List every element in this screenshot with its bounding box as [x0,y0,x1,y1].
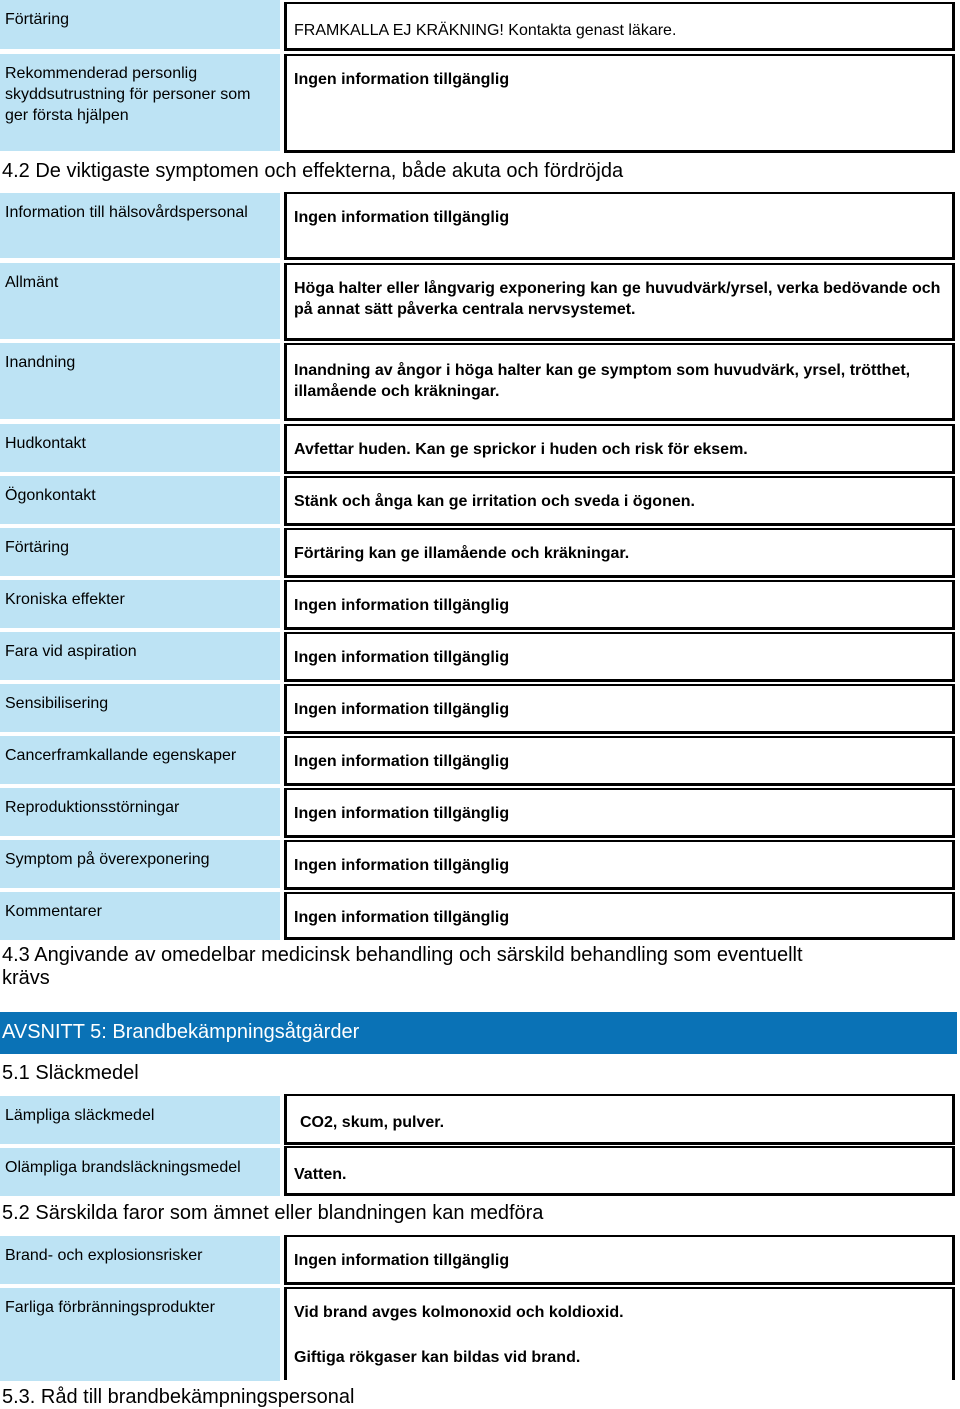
label-inandning: Inandning [0,343,280,419]
label-info-healthcare: Information till hälsovårdspersonal [0,193,280,258]
value-reproduktionsstorningar: Ingen information tillgänglig [284,788,955,838]
value-info-healthcare: Ingen information tillgänglig [284,192,955,260]
value-sensibilisering: Ingen information tillgänglig [284,684,955,734]
heading-4-2: 4.2 De viktigaste symptomen och effekterna, både akuta och fördröjda [2,160,624,182]
value-hudkontakt: Avfettar huden. Kan ge sprickor i huden och risk för eksem. [284,424,955,474]
value-fortaring-first-aid: FRAMKALLA EJ KRÄKNING! Kontakta genast läkare. [284,2,955,51]
value-kroniska-effekter: Ingen information tillgänglig [284,580,955,630]
section-5-banner: AVSNITT 5: Brandbekämpningsåtgärder [0,1012,957,1054]
label-sensibilisering: Sensibilisering [0,684,280,732]
label-cancerframkallande: Cancerframkallande egenskaper [0,736,280,784]
label-fara-vid-aspiration: Fara vid aspiration [0,632,280,680]
label-farliga-forbranningsprodukter: Farliga förbränningsprodukter [0,1288,280,1381]
value-lampliga-slackmedel: CO2, skum, pulver. [284,1094,955,1145]
heading-4-3: 4.3 Angivande av omedelbar medicinsk behandling och särskild behandling som eventuellt krävs [2,944,803,989]
label-fortaring-first-aid: Förtäring [0,0,280,49]
value-inandning: Inandning av ångor i höga halter kan ge symptom som huvudvärk, yrsel, trötthet, illamående och kräkningar. [284,343,955,421]
label-kommentarer: Kommentarer [0,892,280,940]
label-kroniska-effekter: Kroniska effekter [0,580,280,628]
value-olampliga-slackmedel: Vatten. [284,1146,955,1196]
value-farliga-forbranningsprodukter [284,1287,955,1380]
value-kommentarer: Ingen information tillgänglig [284,892,955,940]
value-ogonkontakt: Stänk och ånga kan ge irritation och sveda i ögonen. [284,476,955,526]
heading-5-1: 5.1 Släckmedel [2,1062,139,1084]
value-ppe-first-aid: Ingen information tillgänglig [284,54,955,153]
label-reproduktionsstorningar: Reproduktionsstörningar [0,788,280,836]
value-farliga-line-2: Giftiga rökgaser kan bildas vid brand. [294,1349,581,1366]
value-fortaring: Förtäring kan ge illamående och kräkningar. [284,528,955,578]
label-brand-explosionsrisker: Brand- och explosionsrisker [0,1236,280,1284]
value-brand-explosionsrisker: Ingen information tillgänglig [284,1235,955,1285]
label-ogonkontakt: Ögonkontakt [0,476,280,524]
heading-5-2: 5.2 Särskilda faror som ämnet eller blandningen kan medföra [2,1202,544,1224]
value-symptom-overexponering: Ingen information tillgänglig [284,840,955,890]
label-symptom-overexponering: Symptom på överexponering [0,840,280,888]
label-ppe-first-aid: Rekommenderad personlig skyddsutrustning för personer som ger första hjälpen [0,54,280,151]
value-fara-vid-aspiration: Ingen information tillgänglig [284,632,955,682]
value-farliga-line-1: Vid brand avges kolmonoxid och koldioxid. [294,1304,624,1321]
label-hudkontakt: Hudkontakt [0,424,280,472]
label-lampliga-slackmedel: Lämpliga släckmedel [0,1096,280,1144]
heading-5-3: 5.3. Råd till brandbekämpningspersonal [2,1386,355,1408]
label-allmant: Allmänt [0,263,280,339]
value-cancerframkallande: Ingen information tillgänglig [284,736,955,786]
label-fortaring: Förtäring [0,528,280,576]
value-allmant: Höga halter eller långvarig exponering kan ge huvudvärk/yrsel, verka bedövande och på annat sätt påverka centrala nervsystemet. [284,263,955,341]
label-olampliga-slackmedel: Olämpliga brandsläckningsmedel [0,1148,280,1196]
